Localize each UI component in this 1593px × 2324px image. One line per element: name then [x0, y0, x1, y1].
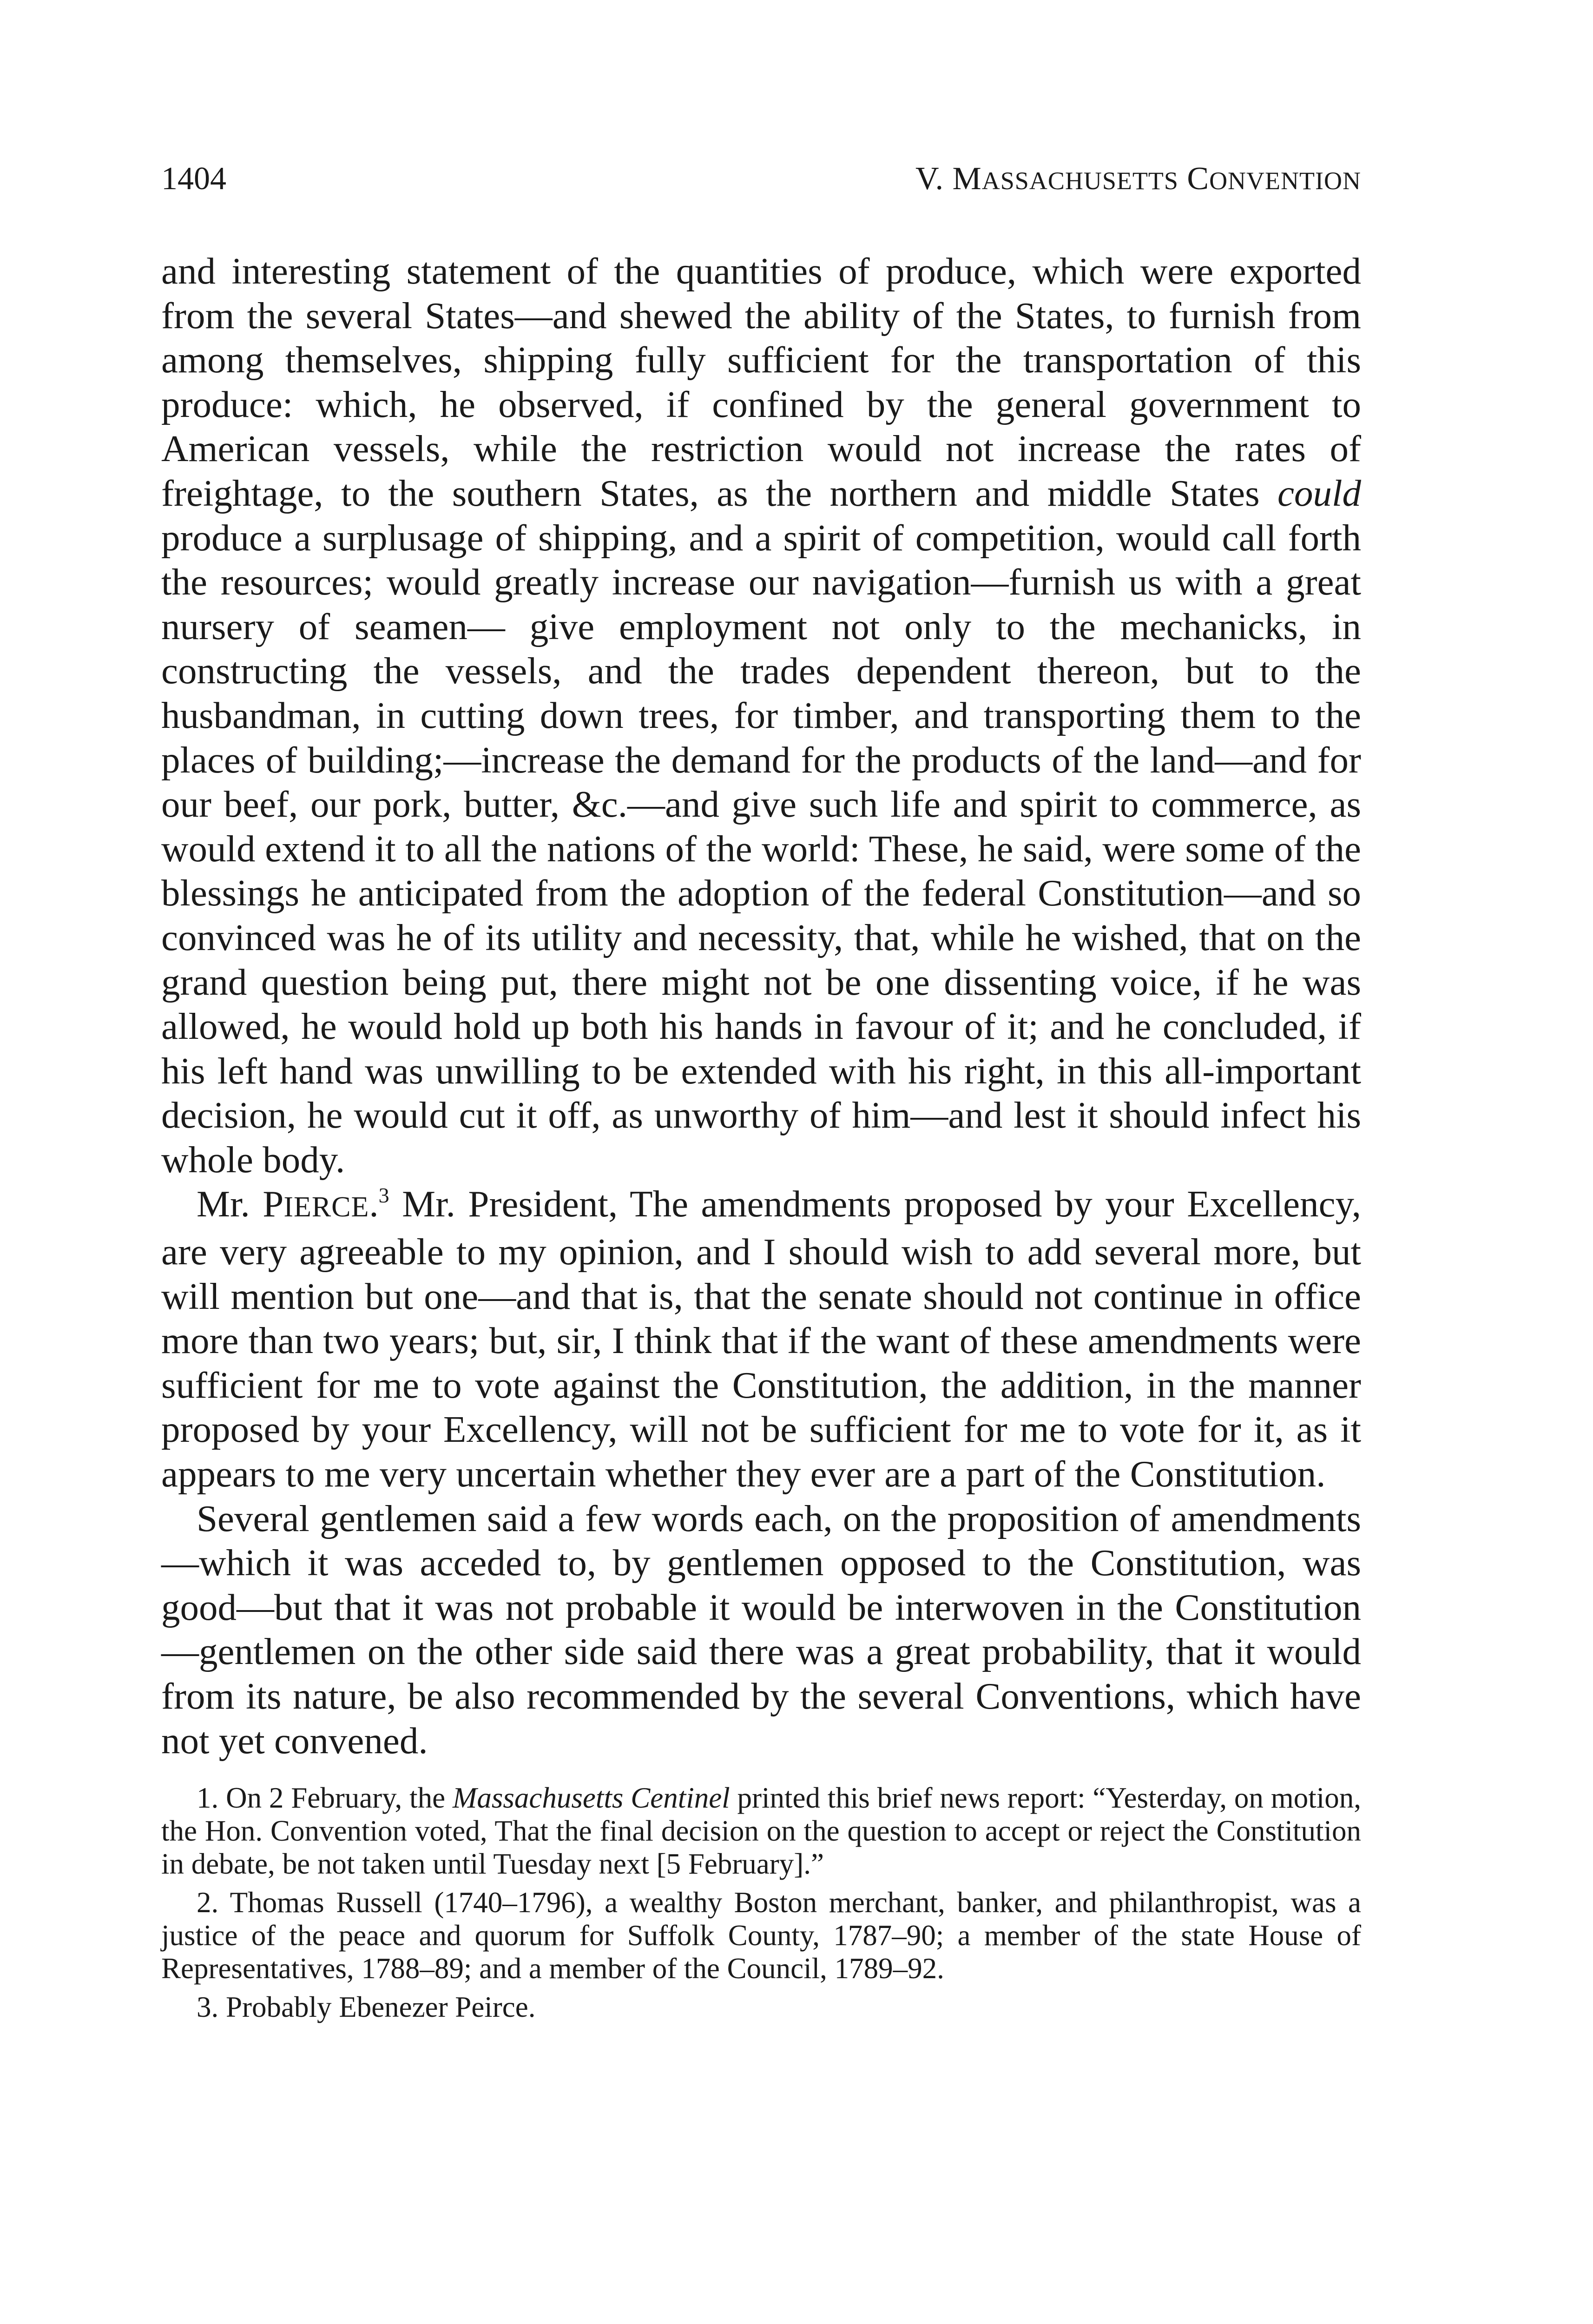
- footnote-ref-3: 3: [378, 1183, 389, 1208]
- footnote-3: 3. Probably Ebenezer Peirce.: [197, 1991, 536, 2024]
- section-title: V. MASSACHUSETTS CONVENTION: [915, 161, 1361, 197]
- paragraph-2: Mr. PIERCE.$^3$ Mr. President, The amendments proposed by your Excellency, are very agreeable to my opinion, and I should wish to add several more, but will mention but one—and that is, that the senate should not continue in office more than two years; but, sir, I think that if the want of these amendments were sufficient for me to vote against the Constitution, the addition, in the manner proposed by your Excellency, will not be sufficient for me to vote for it, as it appears to me very uncertain whether they ever are a part of the Constitution.: [161, 1183, 1362, 1495]
- paragraph-3: Several gentlemen said a few words each, on the proposition of amendments—which it was acceded to, by gentlemen opposed to the Constitution, was good—but that it was not probable it would be interwoven in the Constitution—gentlemen on the other side said there was a great probability, that it would from its nature, be also recommended by the several Conventions, which have not yet convened.: [161, 1497, 1361, 1762]
- emphasis-could: could: [1277, 472, 1361, 514]
- footnotes: [161, 1782, 1361, 2024]
- document-page: [161, 153, 1361, 2029]
- page-number: 1404: [161, 161, 226, 197]
- running-head: [161, 153, 1361, 205]
- paragraph-1: and interesting statement of the quantities of produce, which were exported from the several States—and shewed the ability of the States, to furnish from among themselves, shipping fully sufficient for the transportation of this produce: which, he observed, if confined by the general government to American vessels, while the restriction would not increase the rates of freightage, to the southern States, as the northern and middle States could produce a surplusage of shipping, and a spirit of competition, would call forth the resources; would greatly increase our navigation—furnish us with a great nursery of seamen— give employment not only to the mechanicks, in constructing the vessels, and the trades dependent thereon, but to the husbandman, in cutting down trees, for timber, and transporting them to the places of building;—increase the demand for the products of the land—and for our beef, our pork, butter, &c.—and give such life and spirit to commerce, as would extend it to all the nations of the world: These, he said, were some of the blessings he anticipated from the adoption of the federal Constitution—and so convinced was he of its utility and necessity, that, while he wished, that on the grand question being put, there might not be one dissenting voice, if he was allowed, he would hold up both his hands in favour of it; and he concluded, if his left hand was unwilling to be extended with his right, in this all-important decision, he would cut it off, as unworthy of him—and lest it should infect his whole body.: [161, 250, 1361, 1181]
- speaker-name: Mr. PIERCE.: [197, 1183, 379, 1225]
- body-text: [161, 249, 1361, 1763]
- footnote-2: 2. Thomas Russell (1740–1796), a wealthy Boston merchant, banker, and philanthropist, was a justice of the peace and quorum for Suffolk County, 1787–90; a member of the state House of Representatives, 1788–89; and a member of the Council, 1789–92.: [161, 1886, 1361, 1985]
- footnote-1: 1. On 2 February, the Massachusetts Centinel printed this brief news report: “Yesterday, on motion, the Hon. Convention voted, That the final decision on the question to accept or reject the Constitution in debate, be not taken until Tuesday next [5 February].”: [161, 1782, 1362, 1881]
